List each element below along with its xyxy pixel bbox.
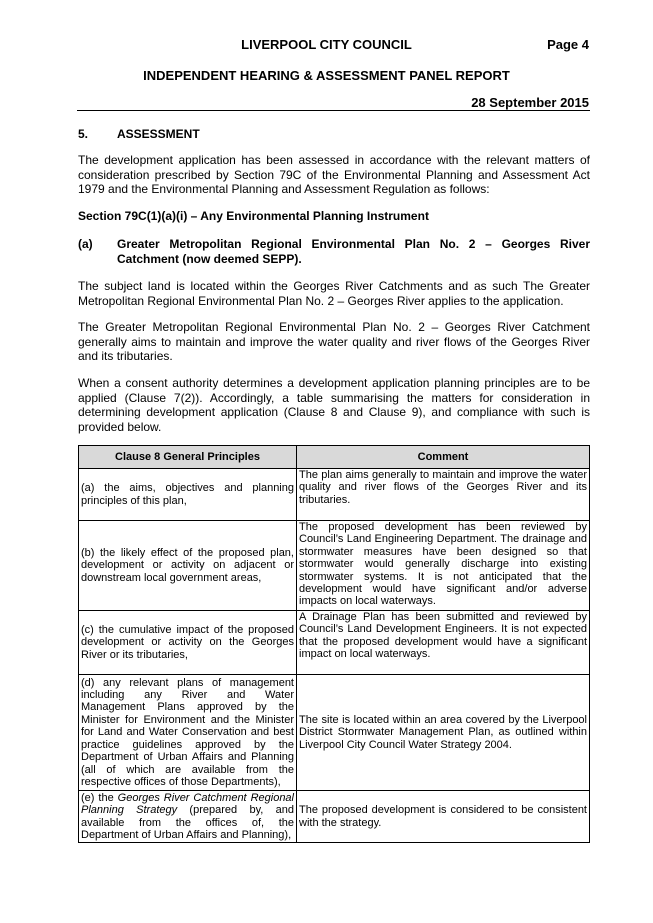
report-title: INDEPENDENT HEARING & ASSESSMENT PANEL REPORT (143, 68, 510, 83)
section-number: 5. (78, 127, 89, 141)
principles-table (78, 445, 590, 843)
table-row (79, 791, 590, 843)
page-number: Page 4 (547, 37, 589, 52)
paragraph-subject-land: The subject land is located within the Georges River Catchments and as such The Greater Metropolitan Regional Environmental Plan No. 2 – Georges River applies to the application. (78, 279, 590, 308)
principle-prefix: (e) the (81, 791, 118, 804)
comment-cell: The site is located within an area covered by the Liverpool District Stormwater Management Plan, as outlined within Liverpool City Council Water Strategy 2004. (297, 675, 590, 791)
principle-cell: (c) the cumulative impact of the proposed development or activity on the Georges River or its tributaries, (79, 611, 297, 675)
intro-paragraph: The development application has been assessed in accordance with the relevant matters of consideration prescribed by Section 79C of the Environmental Planning and Assessment Act 1979 and the Environmental Planning and Assessment Regulation as follows: (78, 153, 590, 196)
table-header-row (79, 446, 590, 469)
comment-cell: A Drainage Plan has been submitted and reviewed by Council’s Land Development Engineers. It is not expected that the proposed development would have a significant impact on local waterways. (297, 611, 590, 675)
section-subheading: Section 79C(1)(a)(i) – Any Environmental Planning Instrument (78, 209, 429, 223)
principle-suffix: (prepared by, and available from the offices of, the Department of Urban Affairs and Planning), (81, 804, 294, 841)
principle-cell: (a) the aims, objectives and planning principles of this plan, (79, 469, 297, 521)
table-row (79, 521, 590, 611)
table-row (79, 675, 590, 791)
principle-cell: (b) the likely effect of the proposed plan, development or activity on adjacent or downstream local government areas, (79, 521, 297, 611)
subsection-label: (a) (78, 237, 93, 251)
header-divider (77, 110, 590, 111)
table-row (79, 611, 590, 675)
comment-cell: The proposed development has been reviewed by Council’s Land Engineering Department. The drainage and stormwater measures have been designed so that stormwater would generally discharge into existing stormwater systems. It is not anticipated that the development would have significant and/or adverse impacts on local waterways. (297, 521, 590, 611)
council-name: LIVERPOOL CITY COUNCIL (241, 37, 412, 52)
paragraph-plan-aims: The Greater Metropolitan Regional Environmental Plan No. 2 – Georges River Catchment generally aims to maintain and improve the water quality and river flows of the Georges River and its tributaries. (78, 320, 590, 363)
table-row (79, 469, 590, 521)
section-title: ASSESSMENT (117, 127, 200, 141)
principle-cell (79, 791, 297, 843)
comment-cell: The proposed development is considered to be consistent with the strategy. (297, 791, 590, 843)
column-header-comment: Comment (297, 446, 590, 469)
paragraph-consent-authority: When a consent authority determines a development application planning principles are to be applied (Clause 7(2)). Accordingly, a table summarising the matters for consideration in determining development application (Clause 8 and Clause 9), and compliance with such is provided below. (78, 376, 590, 434)
strategy-title: Georges River Catchment Regional Planning Strategy (81, 791, 294, 817)
subsection-title: Greater Metropolitan Regional Environmental Plan No. 2 – Georges River Catchment (now deemed SEPP). (117, 237, 590, 266)
column-header-principles: Clause 8 General Principles (79, 446, 297, 469)
principle-cell: (d) any relevant plans of management including any River and Water Management Plans approved by the Minister for Environment and the Minister for Land and Water Conservation and best practice guidelines approved by the Department of Urban Affairs and Planning (all of which are available from the respective offices of those Departments), (79, 675, 297, 791)
report-date: 28 September 2015 (471, 95, 589, 110)
comment-cell: The plan aims generally to maintain and improve the water quality and river flows of the Georges River and its tributaries. (297, 469, 590, 521)
